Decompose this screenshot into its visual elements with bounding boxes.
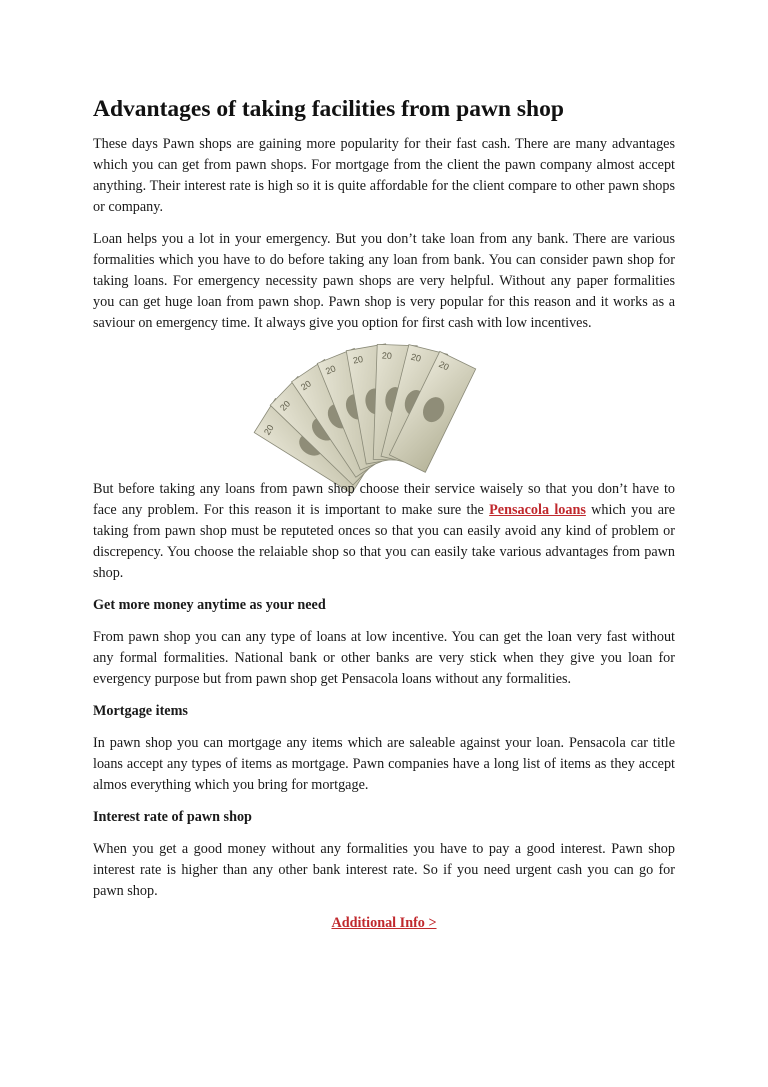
section-heading-more-money: Get more money anytime as your need	[93, 597, 326, 613]
mortgage-paragraph: In pawn shop you can mortgage any items which are saleable against your loan. Pensacola car title loans accept any types of items as mortgage. Pawn companies have a long list of items as they accept almos everything which you bring for mortgage.	[93, 735, 675, 793]
svg-text:20: 20	[351, 354, 364, 366]
svg-text:20: 20	[436, 358, 451, 373]
more-money-paragraph: From pawn shop you can any type of loans at low incentive. You can get the loan very fast without any formal formalities. National bank or other banks are very stick when they give you loan for evergency purpose but from pawn shop get Pensacola loans without any formalities.	[93, 629, 675, 687]
svg-text:20: 20	[277, 398, 292, 413]
svg-text:20: 20	[323, 363, 337, 377]
svg-text:20: 20	[409, 351, 422, 364]
paragraph-text: which you are taking from pawn shop must be reputeted onces so that you can easily avoid any kind of problem or discrepency. You choose the relaiable shop so that you can easily take various advantages from pawn shop.	[93, 502, 676, 581]
svg-text:20: 20	[298, 378, 313, 393]
figure-container	[93, 345, 675, 479]
paragraph-text: But before taking any loans from pawn shop choose their service waisely so that you don’t have to face any problem. For this reason it is important to make sure the	[93, 481, 675, 518]
section-heading-interest: Interest rate of pawn shop	[93, 809, 252, 825]
choose-service-paragraph	[93, 479, 675, 584]
interest-paragraph: When you get a good money without any formalities you have to pay a good interest. Pawn shop interest rate is higher than any other bank interest rate. So if you need urgent cash you can go for pawn shop.	[93, 841, 675, 899]
intro-paragraph: These days Pawn shops are gaining more popularity for their fast cash. There are many advantages which you can get from pawn shops. For mortgage from the client the pawn company almost accept anything. Their interest rate is high so it is quite affordable for the client compare to other pawn shops or company.	[93, 136, 675, 215]
additional-info-link[interactable]: Additional Info >	[331, 915, 437, 931]
document-page	[93, 94, 675, 934]
pensacola-loans-link[interactable]: Pensacola loans	[489, 502, 586, 518]
money-fan-image	[261, 345, 487, 465]
svg-text:20: 20	[261, 422, 276, 437]
page-title: Advantages of taking facilities from pawn shop	[93, 96, 564, 122]
svg-text:20: 20	[381, 350, 392, 361]
loan-paragraph: Loan helps you a lot in your emergency. But you don’t take loan from any bank. There are various formalities which you have to do before taking any loan from bank. You can consider pawn shop for taking loans. For emergency necessity pawn shops are very helpful. Without any paper formalities you can get huge loan from pawn shop. Pawn shop is very popular for this reason and it works as a saviour on emergency time. It always give you option for first cash with low incentives.	[93, 231, 675, 331]
footer	[93, 913, 675, 934]
section-heading-mortgage: Mortgage items	[93, 703, 188, 719]
